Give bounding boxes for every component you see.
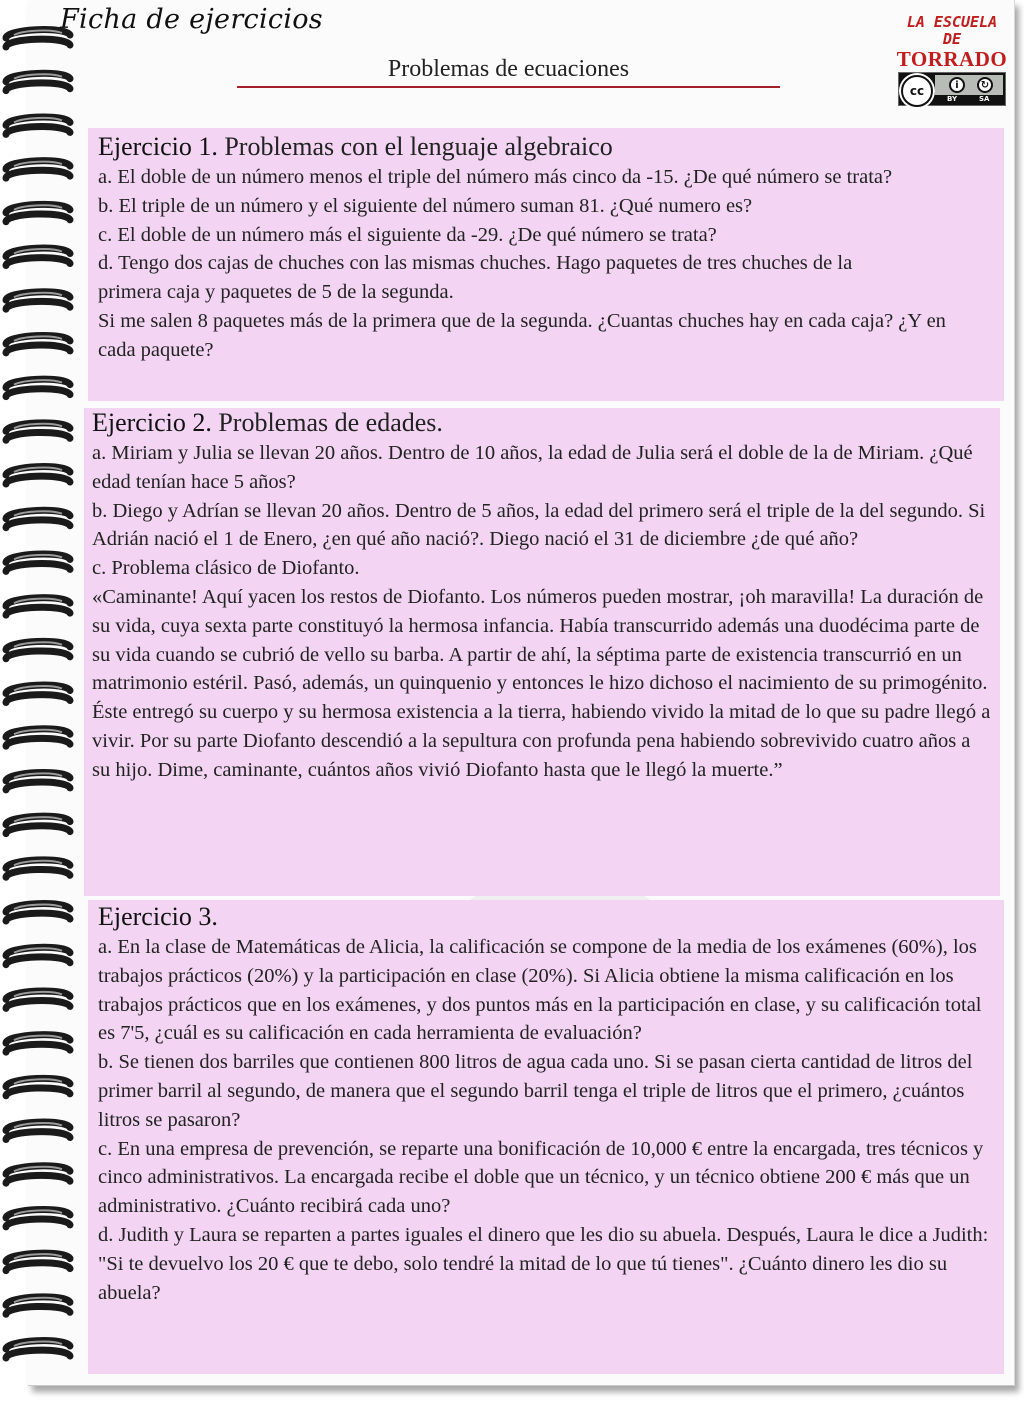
by-label: BY bbox=[947, 95, 958, 103]
exercise-3-item-c: c. En una empresa de prevención, se reparte una bonificación de 10,000 € entre la encargada, tres técnicos y cinco administrativos. La encargada recibe el doble que un técnico, y un técnico obtiene 200 € más que un administrativo. ¿Cuánto recibirá cada uno? bbox=[98, 1137, 984, 1218]
binding-ring bbox=[6, 772, 70, 789]
binding-ring bbox=[6, 816, 70, 833]
exercise-1-heading bbox=[98, 132, 994, 162]
exercise-1-item-b: b. El triple de un número y el siguiente del número suman 81. ¿Qué numero es? bbox=[98, 194, 753, 217]
exercise-2-label: Ejercicio 2. bbox=[92, 408, 212, 437]
exercise-1-title: Problemas con el lenguaje algebraico bbox=[224, 132, 613, 161]
binding-ring bbox=[6, 467, 70, 484]
subtitle-divider bbox=[237, 86, 780, 88]
binding-ring bbox=[6, 1166, 70, 1183]
binding-ring bbox=[6, 1341, 70, 1358]
exercise-3-label: Ejercicio 3. bbox=[98, 902, 218, 931]
spiral-binding bbox=[0, 0, 80, 1427]
creative-commons-badge bbox=[898, 72, 1006, 106]
attribution-icon: i bbox=[949, 77, 965, 93]
binding-ring bbox=[6, 1297, 70, 1314]
logo-line-2: DE bbox=[942, 30, 962, 48]
binding-ring bbox=[6, 292, 70, 309]
exercise-2-title: Problemas de edades. bbox=[218, 408, 443, 437]
exercise-1-item-c: c. El doble de un número más el siguiente da -29. ¿De qué número se trata? bbox=[98, 223, 717, 246]
diofanto-epitaph: «Caminante! Aquí yacen los restos de Diofanto. Los números pueden mostrar, ¡oh maravilla! La duración de su vida, cuya sexta parte constituyó la hermosa infancia. Había transcurrido además una duodécima parte de su vida cuando se cubrió de vello su barba. A partir de ahí, la séptima parte de existencia transcurrió en un matrimonio estéril. Pasó, además, un quinquenio y entonces le hizo dichoso el nacimiento de su primogénito. Éste entregó su cuerpo y su hermosa existencia a la tierra, habiendo vivido la mitad de lo que su padre llegó a vivir. Por su parte Diofanto descendió a la sepultura con profunda pena habiendo sobrevivido cuatro años a su hijo. Dime, caminante, cuántos años vivió Diofanto hasta que le llegó la muerte.” bbox=[92, 585, 991, 781]
exercise-2-panel bbox=[84, 408, 1000, 896]
exercise-3-item-a: a. En la clase de Matemáticas de Alicia, la calificación se compone de la media de los exámenes (60%), los trabajos prácticos (20%) y la participación en clase (20%). Si Alicia obtiene la misma calificación en los trabajos prácticos que en los exámenes, y dos puntos más en la participación en clase, y su calificación total es 7'5, ¿cuál es su calificación en cada herramienta de evaluación? bbox=[98, 936, 982, 1045]
binding-ring bbox=[6, 248, 70, 265]
binding-ring bbox=[6, 1122, 70, 1139]
binding-ring bbox=[6, 161, 70, 178]
binding-ring bbox=[6, 685, 70, 702]
binding-ring bbox=[6, 1035, 70, 1052]
school-logo bbox=[896, 14, 1008, 106]
binding-ring bbox=[6, 947, 70, 964]
binding-ring bbox=[6, 73, 70, 90]
cc-icon: cc bbox=[901, 75, 933, 107]
binding-ring bbox=[6, 379, 70, 396]
binding-ring bbox=[6, 904, 70, 921]
page-title: Ficha de ejercicios bbox=[60, 4, 323, 35]
sa-label: SA bbox=[979, 95, 990, 103]
binding-ring bbox=[6, 335, 70, 352]
binding-ring bbox=[6, 204, 70, 221]
binding-ring bbox=[6, 1078, 70, 1095]
binding-ring bbox=[6, 554, 70, 571]
exercise-3-item-b: b. Se tienen dos barriles que contienen 800 litros de agua cada uno. Si se pasan cierta cantidad de litros del primer barril al segundo, de manera que el segundo barril tenga el triple de litros que el primero, ¿cuántos litros se pasaron? bbox=[98, 1051, 973, 1131]
exercise-3-panel bbox=[88, 900, 1004, 1374]
binding-ring bbox=[6, 1253, 70, 1270]
worksheet-subtitle: Problemas de ecuaciones bbox=[387, 56, 630, 82]
logo-line-3: TORRADO bbox=[896, 47, 1008, 71]
exercise-2-heading bbox=[92, 408, 992, 438]
binding-ring bbox=[6, 1209, 70, 1226]
exercise-1-item-d: d. Tengo dos cajas de chuches con las mismas chuches. Hago paquetes de tres chuches de la primera caja y paquetes de 5 de la segunda. bbox=[98, 252, 853, 304]
binding-ring bbox=[6, 860, 70, 877]
exercise-1-label: Ejercicio 1. bbox=[98, 132, 218, 161]
exercise-1-item-a: a. El doble de un número menos el triple del número más cinco da -15. ¿De qué número se trata? bbox=[98, 166, 893, 188]
exercise-3-item-d: d. Judith y Laura se reparten a partes iguales el dinero que les dio su abuela. Después, Laura le dice a Judith: "Si te devuelvo los 20 € que te debo, solo tendré la mitad de lo que tú tienes". ¿Cuánto dinero les dio su abuela? bbox=[98, 1223, 989, 1304]
exercise-2-item-a: a. Miriam y Julia se llevan 20 años. Dentro de 10 años, la edad de Julia será el doble de la de Miriam. ¿Qué edad tenían hace 5 años? bbox=[92, 442, 973, 493]
exercise-2-item-c: c. Problema clásico de Diofanto. bbox=[92, 557, 360, 580]
binding-ring bbox=[6, 729, 70, 746]
binding-ring bbox=[6, 423, 70, 440]
cc-labels bbox=[935, 95, 1003, 105]
exercise-1-panel bbox=[88, 128, 1004, 401]
binding-ring bbox=[6, 641, 70, 658]
binding-ring bbox=[6, 117, 70, 134]
exercise-3-heading bbox=[98, 902, 994, 932]
binding-ring bbox=[6, 991, 70, 1008]
binding-ring bbox=[6, 510, 70, 527]
logo-line-1: LA ESCUELA bbox=[906, 13, 998, 31]
binding-ring bbox=[6, 598, 70, 615]
share-alike-icon: ↻ bbox=[977, 77, 993, 93]
exercise-1-item-d-cont: Si me salen 8 paquetes más de la primera que de la segunda. ¿Cuantas chuches hay en cada caja? ¿Y en cada paquete? bbox=[98, 309, 946, 361]
exercise-2-item-b: b. Diego y Adrían se llevan 20 años. Dentro de 5 años, la edad del primero será el triple de la del segundo. Si Adrián nació el 1 de Enero, ¿en qué año nació?. Diego nació el 31 de diciembre ¿de qué año? bbox=[92, 499, 986, 551]
